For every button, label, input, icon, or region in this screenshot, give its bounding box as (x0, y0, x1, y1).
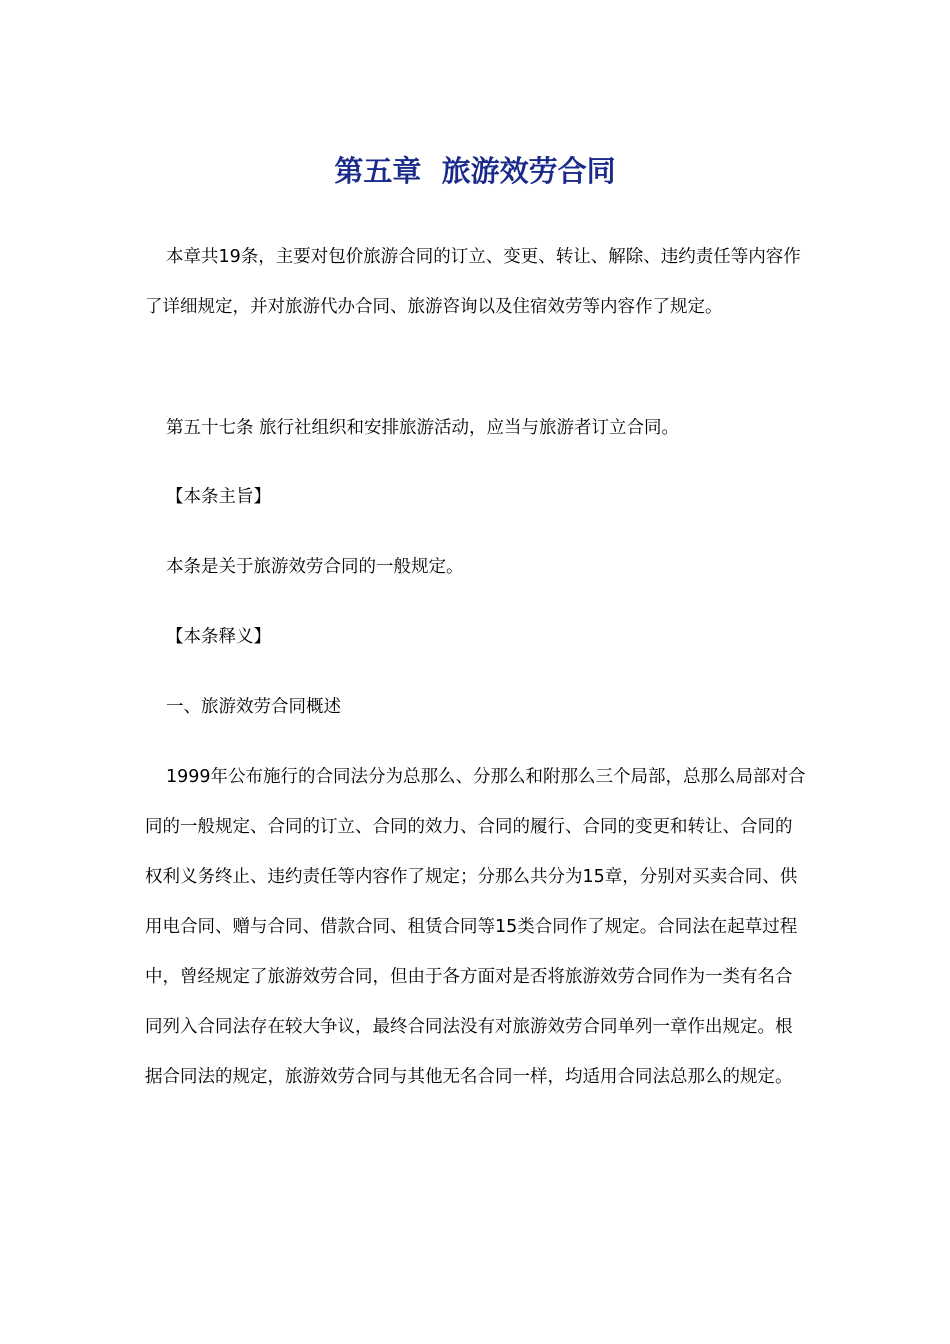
gist-paragraph: 本条是关于旅游效劳合同的一般规定。 (166, 557, 464, 577)
chapter-title: 第五章 旅游效劳合同 (334, 154, 616, 189)
article-57-paragraph: 第五十七条 旅行社组织和安排旅游活动，应当与旅游者订立合同。 (166, 418, 680, 438)
section-1-heading: 一、旅游效劳合同概述 (166, 697, 341, 717)
section-1-body-paragraph: 1999年公布施行的合同法分为总那么、分那么和附那么三个局部，总那么局部对合同的一般规定、合同的订立、合同的效力、合同的履行、合同的变更和转让、合同的权利义务终止、违约责任等内容作了规定；分那么共分为15章，分别对买卖合同、供用电合同、赠与合同、借款合同、租赁合同等15类合同作了规定。合同法在起草过程中，曾经规定了旅游效劳合同，但由于各方面对是否将旅游效劳合同作为一类有名合同列入合同法存在较大争议，最终合同法没有对旅游效劳合同单列一章作出规定。根据合同法的规定，旅游效劳合同与其他无名合同一样，均适用合同法总那么的规定。 (145, 767, 806, 1087)
explanation-heading: 【本条释义】 (166, 627, 271, 647)
gist-heading: 【本条主旨】 (166, 487, 271, 507)
chapter-intro-paragraph: 本章共19条，主要对包价旅游合同的订立、变更、转让、解除、违约责任等内容作了详细规定，并对旅游代办合同、旅游咨询以及住宿效劳等内容作了规定。 (145, 247, 801, 317)
